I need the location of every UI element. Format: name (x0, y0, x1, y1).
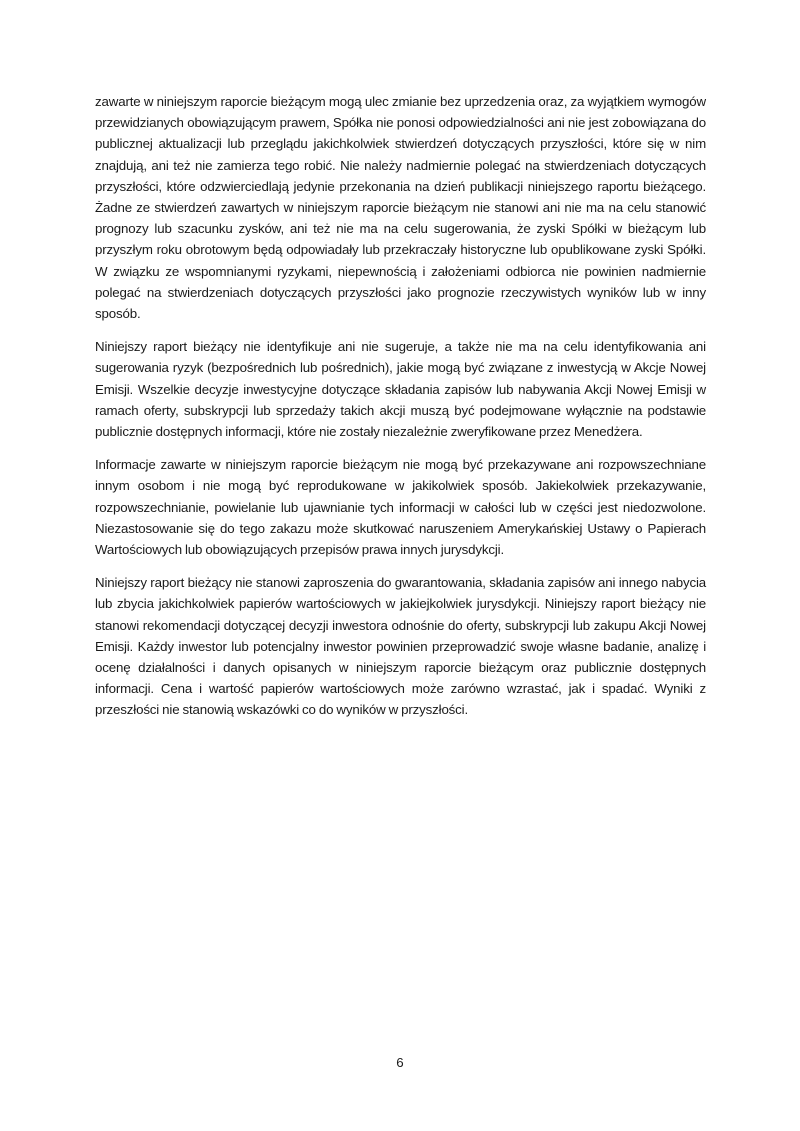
paragraph-no-offer: Niniejszy raport bieżący nie stanowi zaproszenia do gwarantowania, składania zapisów ani innego nabycia lub zbycia jakichkolwiek papierów wartościowych w jakiejkolwiek jurysdykcji. Niniejszy raport bieżący nie stanowi rekomendacji dotyczącej decyzji inwestora odnośnie do oferty, subskrypcji lub zakupu Akcji Nowej Emisji. Każdy inwestor lub potencjalny inwestor powinien przeprowadzić swoje własne badanie, analizę i ocenę działalności i danych opisanych w niniejszym raporcie bieżącym oraz publicznie dostępnych informacji. Cena i wartość papierów wartościowych może zarówno wzrastać, jak i spadać. Wyniki z przeszłości nie stanowią wskazówki co do wyników w przyszłości. (95, 575, 706, 718)
document-body (95, 91, 706, 733)
paragraph-investment-risks: Niniejszy raport bieżący nie identyfikuje ani nie sugeruje, a także nie ma na celu identyfikowania ani sugerowania ryzyk (bezpośrednich lub pośrednich), jakie mogą być związane z inwestycją w Akcje Nowej Emisji. Wszelkie decyzje inwestycyjne dotyczące składania zapisów lub nabywania Akcji Nowej Emisji w ramach oferty, subskrypcji lub sprzedaży takich akcji muszą być podejmowane wyłącznie na podstawie publicznie dostępnych informacji, które nie zostały niezależnie zweryfikowane przez Menedżera. (95, 339, 706, 440)
page-number: 6 (396, 1055, 404, 1070)
paragraph-forward-looking-statements: zawarte w niniejszym raporcie bieżącym mogą ulec zmianie bez uprzedzenia oraz, za wyjątkiem wymogów przewidzianych obowiązującym prawem, Spółka nie ponosi odpowiedzialności ani nie jest zobowiązana do publicznej aktualizacji lub przeglądu jakichkolwiek stwierdzeń dotyczących przyszłości, które się w nim znajdują, ani też nie zamierza tego robić. Nie należy nadmiernie polegać na stwierdzeniach dotyczących przyszłości, które odzwierciedlają jedynie przekonania na dzień publikacji niniejszego raportu bieżącego. Żadne ze stwierdzeń zawartych w niniejszym raporcie bieżącym nie stanowi ani nie ma na celu stanowić prognozy lub szacunku zysków, ani też nie ma na celu sugerowania, że zyski Spółki w bieżącym lub przyszłym roku obrotowym będą odpowiadały lub przekraczały historyczne lub opublikowane zyski Spółki. W związku ze wspomnianymi ryzykami, niepewnością i założeniami odbiorca nie powinien nadmiernie polegać na stwierdzeniach dotyczących przyszłości jako prognozie rzeczywistych wyników lub w inny sposób. (95, 94, 706, 322)
paragraph-distribution-restrictions: Informacje zawarte w niniejszym raporcie bieżącym nie mogą być przekazywane ani rozpowszechniane innym osobom i nie mogą być reprodukowane w jakikolwiek sposób. Jakiekolwiek przekazywanie, rozpowszechnianie, powielanie lub ujawnianie tych informacji w całości lub w części jest niedozwolone. Niezastosowanie się do tego zakazu może skutkować naruszeniem Amerykańskiej Ustawy o Papierach Wartościowych lub obowiązujących przepisów prawa innych jurysdykcji. (95, 457, 706, 558)
